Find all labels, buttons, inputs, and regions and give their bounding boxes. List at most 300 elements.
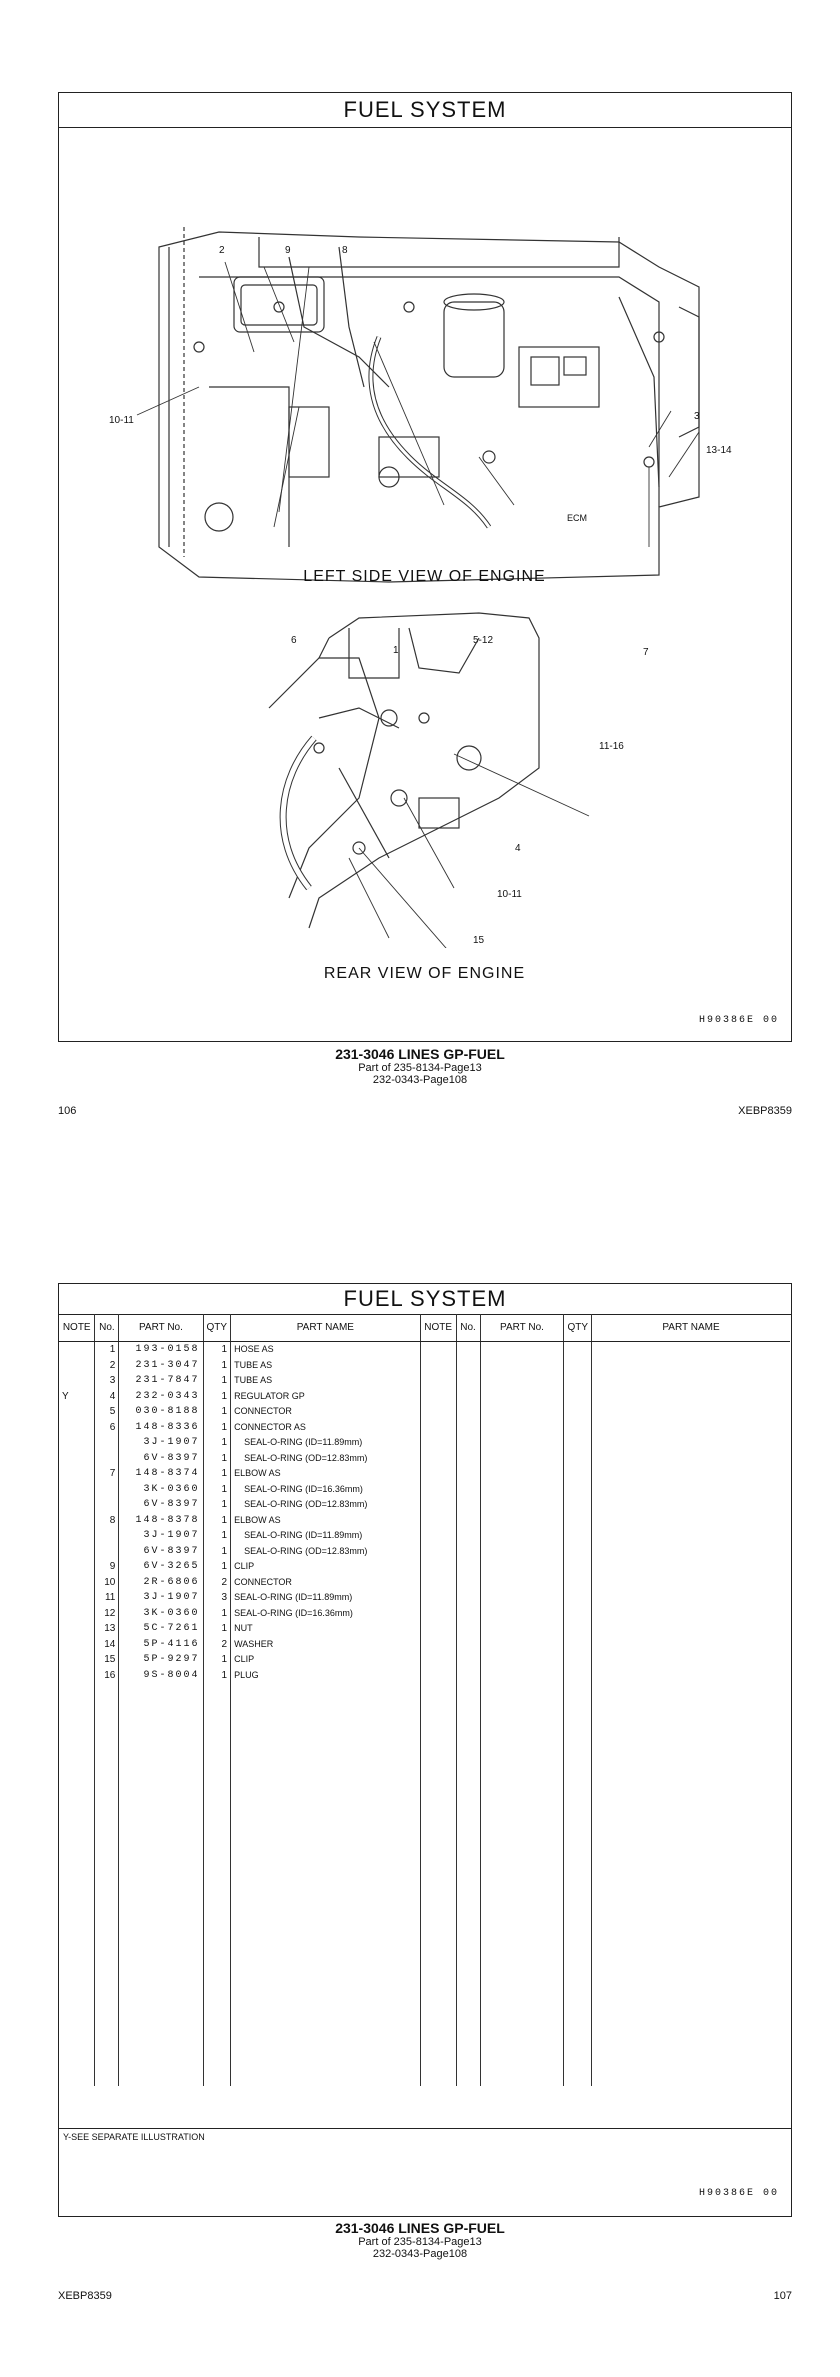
cell-empty	[592, 1885, 791, 1901]
cell-part-no: 6V-3265	[119, 1559, 203, 1575]
cell-no	[95, 1931, 119, 1947]
cell-part-name	[231, 1466, 421, 1482]
callout-6: 6	[291, 635, 297, 646]
cell-note	[59, 1962, 95, 1978]
cell-note	[59, 1497, 95, 1513]
cell-part-no: 9S-8004	[119, 1668, 203, 1684]
cell-part-no	[119, 1900, 203, 1916]
callout-8: 8	[342, 245, 348, 256]
cell-empty	[592, 1916, 791, 1932]
cell-no: 2	[95, 1358, 119, 1374]
cell-empty	[564, 2040, 592, 2056]
cell-no	[95, 2055, 119, 2071]
cell-empty	[456, 2024, 480, 2040]
table-row	[59, 1358, 790, 1374]
cell-part-no: 5P-4116	[119, 1637, 203, 1653]
cell-qty: 1	[203, 1342, 231, 1358]
cell-empty	[456, 1962, 480, 1978]
cell-part-name	[231, 2071, 421, 2087]
page-number-2: 107	[773, 2290, 792, 2302]
col-no-2: No.	[456, 1314, 480, 1342]
cell-empty	[420, 1497, 456, 1513]
cell-empty	[564, 1962, 592, 1978]
cell-empty	[564, 1792, 592, 1808]
table-row	[59, 1435, 790, 1451]
cell-qty	[203, 1838, 231, 1854]
cell-no	[95, 1451, 119, 1467]
cell-note	[59, 1792, 95, 1808]
cell-empty	[420, 1761, 456, 1777]
cell-part-name	[231, 1838, 421, 1854]
cell-no: 13	[95, 1621, 119, 1637]
cell-note	[59, 1993, 95, 2009]
cell-empty	[592, 1497, 791, 1513]
cell-empty	[480, 1823, 564, 1839]
cell-part-name	[231, 1637, 421, 1653]
cell-part-no	[119, 1947, 203, 1963]
cell-no: 11	[95, 1590, 119, 1606]
cell-empty	[564, 2055, 592, 2071]
cell-empty	[592, 1962, 791, 1978]
table-row	[59, 1544, 790, 1560]
cell-empty	[480, 1885, 564, 1901]
cell-empty	[420, 1420, 456, 1436]
cell-part-no: 231-7847	[119, 1373, 203, 1389]
cell-qty: 1	[203, 1420, 231, 1436]
cell-empty	[564, 2009, 592, 2025]
cell-empty	[592, 1807, 791, 1823]
cell-empty	[592, 1947, 791, 1963]
caption-part-of: Part of 235-8134-Page13	[358, 1062, 482, 1074]
cell-no	[95, 2009, 119, 2025]
cell-part-name	[231, 1575, 421, 1591]
callout-7: 7	[643, 647, 649, 658]
cell-qty	[203, 1885, 231, 1901]
table-row	[59, 1668, 790, 1684]
cell-empty	[564, 1435, 592, 1451]
cell-empty	[480, 1916, 564, 1932]
cell-empty	[592, 1342, 791, 1358]
cell-empty	[480, 1590, 564, 1606]
cell-qty	[203, 1807, 231, 1823]
parts-list-frame	[58, 1283, 792, 2217]
cell-empty	[480, 2024, 564, 2040]
cell-empty	[456, 1993, 480, 2009]
cell-empty	[592, 2055, 791, 2071]
cell-note	[59, 2071, 95, 2087]
cell-empty	[564, 1404, 592, 1420]
page-title: FUEL SYSTEM	[59, 93, 791, 128]
cell-no: 5	[95, 1404, 119, 1420]
cell-empty	[480, 1435, 564, 1451]
cell-part-no: 3J-1907	[119, 1528, 203, 1544]
cell-empty	[420, 1869, 456, 1885]
cell-qty	[203, 1683, 231, 1699]
cell-note	[59, 1482, 95, 1498]
cell-qty: 1	[203, 1544, 231, 1560]
table-row	[59, 1389, 790, 1405]
cell-empty	[480, 2055, 564, 2071]
cell-no: 1	[95, 1342, 119, 1358]
cell-part-name	[231, 1993, 421, 2009]
cell-part-no	[119, 1838, 203, 1854]
cell-empty	[420, 1435, 456, 1451]
cell-empty	[564, 1497, 592, 1513]
cell-empty	[420, 1404, 456, 1420]
cell-empty	[564, 1869, 592, 1885]
cell-part-no	[119, 1993, 203, 2009]
part-name-text: CONNECTOR	[234, 1406, 292, 1416]
cell-no	[95, 1854, 119, 1870]
cell-qty	[203, 2009, 231, 2025]
cell-empty	[480, 1497, 564, 1513]
cell-empty	[564, 1652, 592, 1668]
cell-part-no: 6V-8397	[119, 1544, 203, 1560]
cell-part-name	[231, 1621, 421, 1637]
cell-empty	[564, 1606, 592, 1622]
cell-empty	[480, 1451, 564, 1467]
cell-empty	[480, 1900, 564, 1916]
cell-no	[95, 1730, 119, 1746]
cell-empty	[480, 1776, 564, 1792]
col-qty-2: QTY	[564, 1314, 592, 1342]
cell-empty	[420, 1962, 456, 1978]
cell-empty	[456, 1885, 480, 1901]
cell-part-name	[231, 1373, 421, 1389]
cell-part-name	[231, 1482, 421, 1498]
cell-part-no	[119, 1978, 203, 1994]
cell-empty	[480, 1420, 564, 1436]
cell-qty: 1	[203, 1559, 231, 1575]
cell-empty	[592, 1714, 791, 1730]
col-part-name-2: PART NAME	[592, 1314, 791, 1342]
cell-empty	[592, 1745, 791, 1761]
ecm-label: ECM	[567, 513, 587, 523]
cell-part-name	[231, 1900, 421, 1916]
cell-part-no	[119, 1962, 203, 1978]
cell-no	[95, 1761, 119, 1777]
part-name-text: SEAL-O-RING (ID=16.36mm)	[244, 1483, 363, 1494]
table-row	[59, 1528, 790, 1544]
cell-empty	[420, 2009, 456, 2025]
cell-part-name	[231, 1389, 421, 1405]
cell-note	[59, 2040, 95, 2056]
cell-qty: 1	[203, 1621, 231, 1637]
table-row	[59, 1342, 790, 1358]
cell-empty	[480, 1978, 564, 1994]
cell-qty: 1	[203, 1466, 231, 1482]
cell-part-no	[119, 2040, 203, 2056]
cell-part-no	[119, 1823, 203, 1839]
cell-part-no: 148-8378	[119, 1513, 203, 1529]
cell-empty	[456, 1714, 480, 1730]
cell-qty	[203, 1978, 231, 1994]
cell-empty	[456, 1497, 480, 1513]
table-row	[59, 1823, 790, 1839]
table-row	[59, 1993, 790, 2009]
cell-empty	[456, 2071, 480, 2087]
cell-empty	[456, 1606, 480, 1622]
cell-empty	[564, 1931, 592, 1947]
cell-empty	[592, 2009, 791, 2025]
cell-empty	[480, 1730, 564, 1746]
cell-qty	[203, 1776, 231, 1792]
cell-empty	[592, 1482, 791, 1498]
cell-part-name	[231, 1978, 421, 1994]
cell-part-no: 231-3047	[119, 1358, 203, 1374]
cell-qty: 1	[203, 1373, 231, 1389]
cell-empty	[480, 1714, 564, 1730]
table-row	[59, 1807, 790, 1823]
cell-no	[95, 1435, 119, 1451]
cell-part-no: 3J-1907	[119, 1435, 203, 1451]
cell-empty	[420, 1451, 456, 1467]
cell-empty	[456, 2055, 480, 2071]
cell-qty	[203, 1854, 231, 1870]
cell-empty	[420, 1389, 456, 1405]
part-name-text: CLIP	[234, 1561, 255, 1571]
cell-qty	[203, 2024, 231, 2040]
cell-qty: 1	[203, 1652, 231, 1668]
cell-empty	[592, 1451, 791, 1467]
table-row	[59, 1575, 790, 1591]
table-row	[59, 1900, 790, 1916]
cell-empty	[480, 1838, 564, 1854]
cell-part-name	[231, 1714, 421, 1730]
cell-part-no	[119, 1699, 203, 1715]
part-name-text: HOSE AS	[234, 1344, 274, 1354]
cell-part-no	[119, 1869, 203, 1885]
cell-qty	[203, 1993, 231, 2009]
cell-part-no	[119, 1730, 203, 1746]
cell-empty	[420, 1575, 456, 1591]
cell-empty	[564, 1513, 592, 1529]
cell-no	[95, 2024, 119, 2040]
cell-part-name	[231, 1668, 421, 1684]
table-row	[59, 1513, 790, 1529]
table-row	[59, 2055, 790, 2071]
cell-part-name	[231, 1699, 421, 1715]
cell-empty	[456, 1683, 480, 1699]
cell-note	[59, 2055, 95, 2071]
cell-empty	[480, 2071, 564, 2087]
part-name-text: ELBOW AS	[234, 1468, 281, 1478]
cell-empty	[420, 1590, 456, 1606]
cell-note	[59, 1373, 95, 1389]
cell-empty	[592, 1544, 791, 1560]
cell-empty	[456, 1559, 480, 1575]
table-row	[59, 1683, 790, 1699]
cell-empty	[480, 1575, 564, 1591]
cell-part-name	[231, 1606, 421, 1622]
cell-qty	[203, 1931, 231, 1947]
table-row	[59, 2024, 790, 2040]
part-name-text: SEAL-O-RING (ID=11.89mm)	[244, 1437, 363, 1447]
cell-empty	[592, 1978, 791, 1994]
cell-empty	[480, 1373, 564, 1389]
cell-qty	[203, 1869, 231, 1885]
cell-note	[59, 1745, 95, 1761]
cell-empty	[456, 1342, 480, 1358]
callout-15: 15	[473, 935, 485, 946]
cell-note	[59, 1761, 95, 1777]
cell-empty	[592, 1358, 791, 1374]
cell-empty	[456, 1838, 480, 1854]
cell-empty	[564, 1978, 592, 1994]
cell-empty	[420, 1544, 456, 1560]
cell-empty	[480, 1528, 564, 1544]
cell-empty	[592, 1838, 791, 1854]
cell-part-name	[231, 1916, 421, 1932]
cell-empty	[420, 1466, 456, 1482]
cell-empty	[456, 1761, 480, 1777]
cell-empty	[480, 1358, 564, 1374]
cell-empty	[456, 1916, 480, 1932]
cell-part-name	[231, 1761, 421, 1777]
cell-empty	[592, 1993, 791, 2009]
cell-empty	[456, 1575, 480, 1591]
cell-empty	[420, 1342, 456, 1358]
table-row	[59, 1420, 790, 1436]
cell-part-name	[231, 1358, 421, 1374]
cell-note	[59, 1513, 95, 1529]
cell-empty	[592, 2071, 791, 2087]
cell-empty	[592, 1823, 791, 1839]
cell-note	[59, 1885, 95, 1901]
cell-note	[59, 1714, 95, 1730]
cell-empty	[420, 1993, 456, 2009]
cell-note	[59, 1358, 95, 1374]
cell-part-no: 232-0343	[119, 1389, 203, 1405]
table-row	[59, 1931, 790, 1947]
cell-empty	[480, 1683, 564, 1699]
cell-no: 8	[95, 1513, 119, 1529]
cell-part-no	[119, 2024, 203, 2040]
part-name-text: PLUG	[234, 1669, 259, 1680]
table-row	[59, 1792, 790, 1808]
cell-empty	[480, 1606, 564, 1622]
cell-note	[59, 1435, 95, 1451]
cell-empty	[456, 1978, 480, 1994]
cell-note: Y	[59, 1389, 95, 1405]
cell-empty	[456, 1590, 480, 1606]
part-name-text: SEAL-O-RING (ID=11.89mm)	[244, 1530, 363, 1540]
cell-no	[95, 1807, 119, 1823]
cell-empty	[480, 1668, 564, 1684]
cell-empty	[480, 1404, 564, 1420]
cell-empty	[456, 1931, 480, 1947]
cell-part-no: 6V-8397	[119, 1451, 203, 1467]
cell-qty	[203, 2055, 231, 2071]
cell-part-no	[119, 1807, 203, 1823]
cell-empty	[564, 1668, 592, 1684]
cell-empty	[420, 1637, 456, 1653]
cell-empty	[592, 1652, 791, 1668]
cell-part-name	[231, 1544, 421, 1560]
table-header-row	[59, 1314, 790, 1342]
cell-empty	[456, 1947, 480, 1963]
part-name-text: CLIP	[234, 1654, 255, 1664]
cell-empty	[564, 1761, 592, 1777]
cell-empty	[480, 1993, 564, 2009]
cell-part-no: 193-0158	[119, 1342, 203, 1358]
part-name-text: CONNECTOR AS	[234, 1421, 306, 1432]
table-row	[59, 1606, 790, 1622]
cell-part-no	[119, 1916, 203, 1932]
table-row	[59, 1714, 790, 1730]
cell-part-no	[119, 1761, 203, 1777]
part-name-text: SEAL-O-RING (ID=11.89mm)	[234, 1592, 353, 1602]
part-name-text: SEAL-O-RING (OD=12.83mm)	[244, 1452, 368, 1463]
cell-note	[59, 1947, 95, 1963]
cell-no	[95, 1885, 119, 1901]
cell-note	[59, 1451, 95, 1467]
cell-empty	[564, 1745, 592, 1761]
cell-empty	[420, 1373, 456, 1389]
cell-qty	[203, 1900, 231, 1916]
cell-qty: 1	[203, 1389, 231, 1405]
cell-part-name	[231, 1404, 421, 1420]
cell-qty: 2	[203, 1637, 231, 1653]
table-row	[59, 1776, 790, 1792]
illustration-frame	[58, 92, 792, 1042]
left-view-label: LEFT SIDE VIEW OF ENGINE	[303, 568, 546, 585]
cell-empty	[420, 1528, 456, 1544]
cell-part-no: 3J-1907	[119, 1590, 203, 1606]
cell-part-name	[231, 1683, 421, 1699]
cell-no	[95, 2071, 119, 2087]
cell-empty	[456, 1668, 480, 1684]
table-row	[59, 1559, 790, 1575]
parts-table	[59, 1314, 790, 2086]
cell-no	[95, 1823, 119, 1839]
cell-empty	[480, 1869, 564, 1885]
cell-empty	[420, 2024, 456, 2040]
cell-empty	[456, 1451, 480, 1467]
cell-empty	[456, 1621, 480, 1637]
part-name-text: SEAL-O-RING (ID=16.36mm)	[234, 1607, 353, 1618]
cell-note	[59, 1776, 95, 1792]
table-row	[59, 1854, 790, 1870]
cell-no: 9	[95, 1559, 119, 1575]
cell-empty	[592, 1699, 791, 1715]
cell-empty	[456, 1482, 480, 1498]
cell-empty	[456, 1823, 480, 1839]
cell-part-name	[231, 1792, 421, 1808]
cell-qty	[203, 2071, 231, 2087]
cell-qty: 1	[203, 1404, 231, 1420]
cell-part-name	[231, 1559, 421, 1575]
cell-empty	[564, 1885, 592, 1901]
cell-part-name	[231, 1931, 421, 1947]
cell-part-no	[119, 1683, 203, 1699]
cell-empty	[564, 1714, 592, 1730]
cell-qty	[203, 1962, 231, 1978]
part-name-text: WASHER	[234, 1638, 274, 1649]
cell-note	[59, 1420, 95, 1436]
part-name-text: TUBE AS	[234, 1359, 273, 1370]
cell-part-no	[119, 1792, 203, 1808]
cell-empty	[564, 1420, 592, 1436]
cell-empty	[456, 1466, 480, 1482]
table-row	[59, 1373, 790, 1389]
part-name-text: ELBOW AS	[234, 1514, 281, 1525]
cell-note	[59, 1544, 95, 1560]
table-row	[59, 1962, 790, 1978]
cell-empty	[420, 1730, 456, 1746]
cell-part-name	[231, 2040, 421, 2056]
cell-no: 6	[95, 1420, 119, 1436]
